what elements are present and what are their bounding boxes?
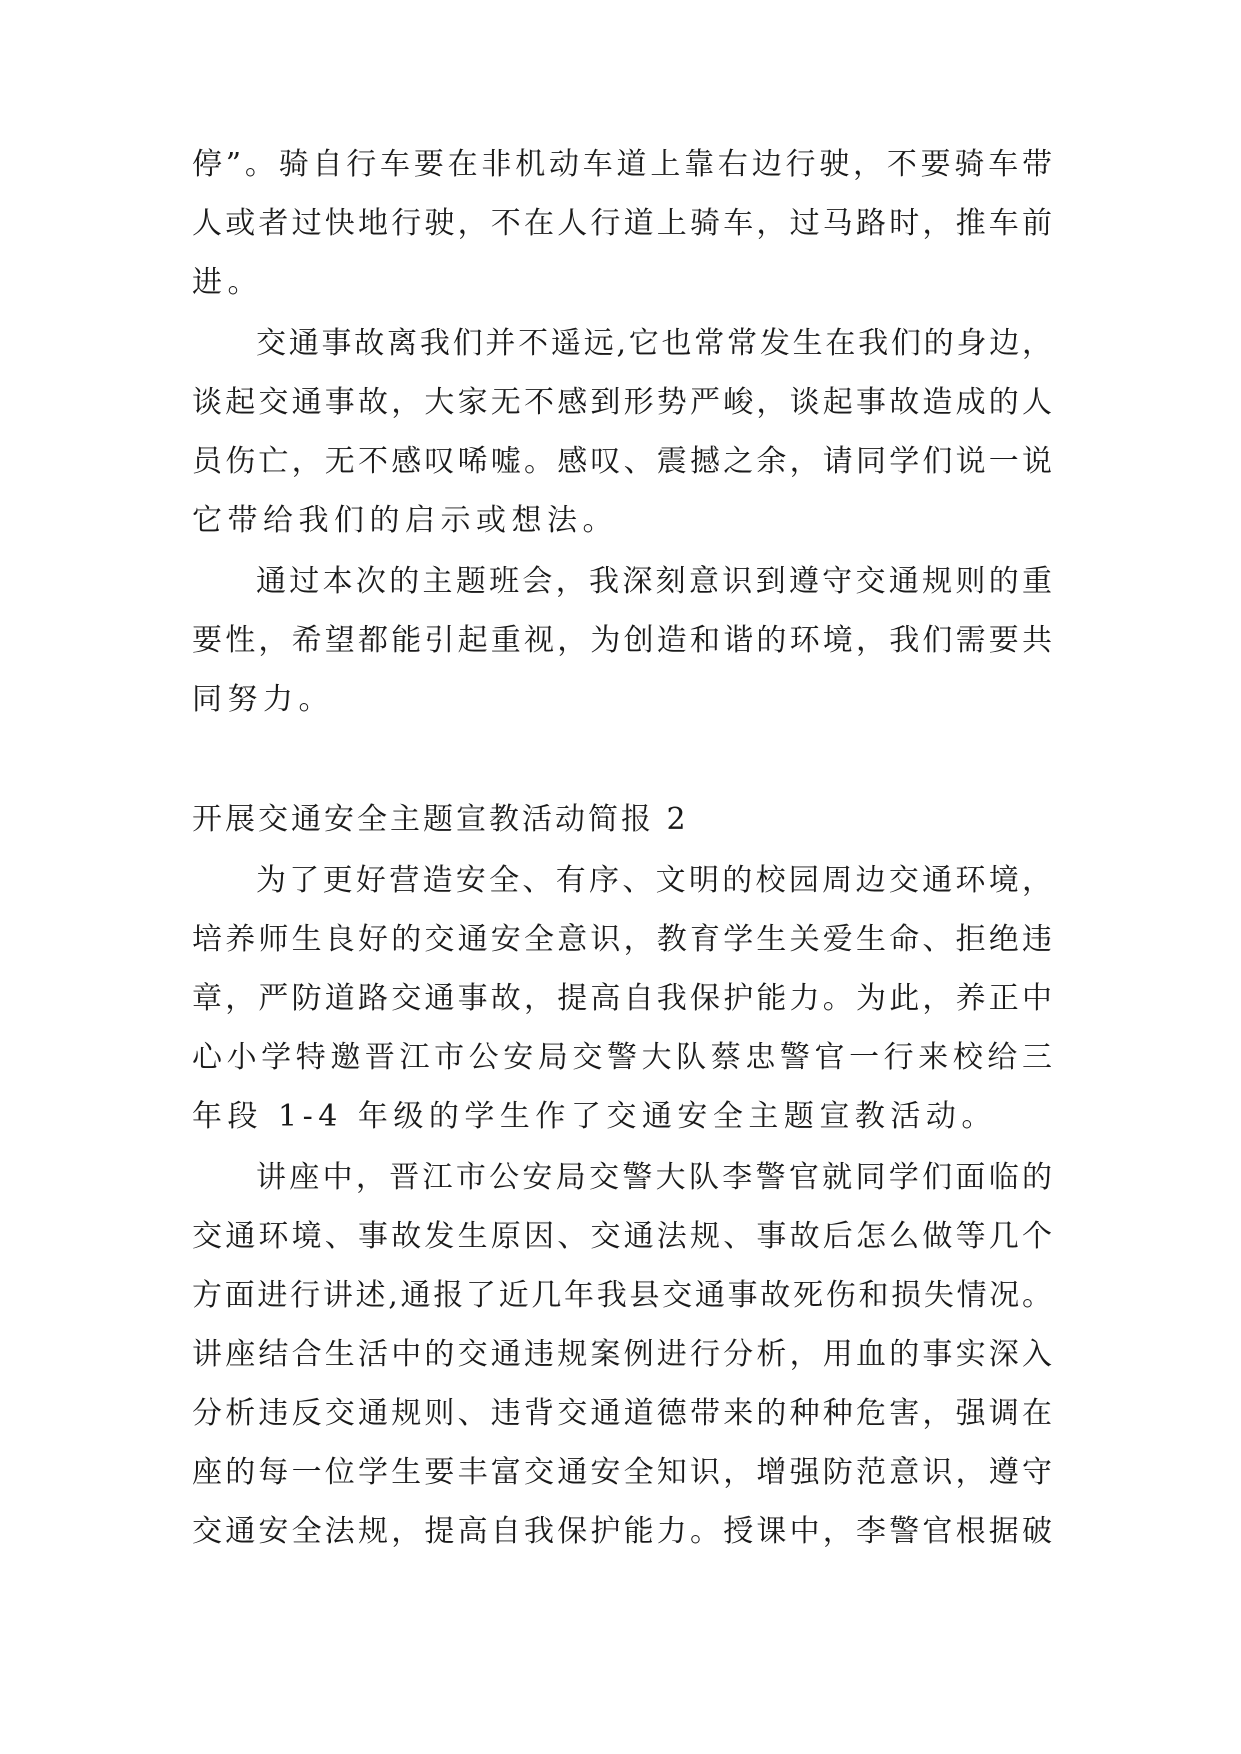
paragraph-line: 交通事故离我们并不遥远,它也常常发生在我们的身边，: [256, 326, 1052, 361]
section-title: 开展交通安全主题宣教活动简报 2: [192, 802, 689, 837]
paragraph-line: 要性，希望都能引起重视，为创造和谐的环境，我们需要共: [192, 623, 1052, 658]
paragraph-line: 谈起交通事故，大家无不感到形势严峻，谈起事故造成的人: [192, 385, 1052, 420]
paragraph-line: 方面进行讲述,通报了近几年我县交通事故死伤和损失情况。: [192, 1278, 1052, 1313]
paragraph-line: 人或者过快地行驶，不在人行道上骑车，过马路时，推车前: [192, 206, 1052, 241]
paragraph-line: 通过本次的主题班会，我深刻意识到遵守交通规则的重: [256, 564, 1052, 599]
paragraph-line: 交通环境、事故发生原因、交通法规、事故后怎么做等几个: [192, 1219, 1052, 1254]
paragraph-line: 心小学特邀晋江市公安局交警大队蔡忠警官一行来校给三: [192, 1040, 1052, 1075]
paragraph-line: 讲座结合生活中的交通违规案例进行分析，用血的事实深入: [192, 1337, 1052, 1372]
paragraph-line: 交通安全法规，提高自我保护能力。授课中，李警官根据破: [192, 1514, 1052, 1549]
paragraph-line: 停”。骑自行车要在非机动车道上靠右边行驶，不要骑车带: [192, 147, 1052, 182]
paragraph-line: 它带给我们的启示或想法。: [192, 503, 618, 538]
paragraph-line: 年段 1-4 年级的学生作了交通安全主题宣教活动。: [192, 1099, 997, 1134]
paragraph-line: 为了更好营造安全、有序、文明的校园周边交通环境，: [256, 863, 1052, 898]
paragraph-line: 章，严防道路交通事故，提高自我保护能力。为此，养正中: [192, 981, 1052, 1016]
paragraph-line: 分析违反交通规则、违背交通道德带来的种种危害，强调在: [192, 1396, 1052, 1431]
paragraph-line: 同努力。: [192, 682, 334, 717]
paragraph-line: 讲座中，晋江市公安局交警大队李警官就同学们面临的: [256, 1160, 1052, 1195]
paragraph-line: 培养师生良好的交通安全意识，教育学生关爱生命、拒绝违: [192, 922, 1052, 957]
paragraph-line: 进。: [192, 265, 263, 300]
paragraph-line: 员伤亡，无不感叹唏嘘。感叹、震撼之余，请同学们说一说: [192, 444, 1052, 479]
paragraph-line: 座的每一位学生要丰富交通安全知识，增强防范意识，遵守: [192, 1455, 1052, 1490]
